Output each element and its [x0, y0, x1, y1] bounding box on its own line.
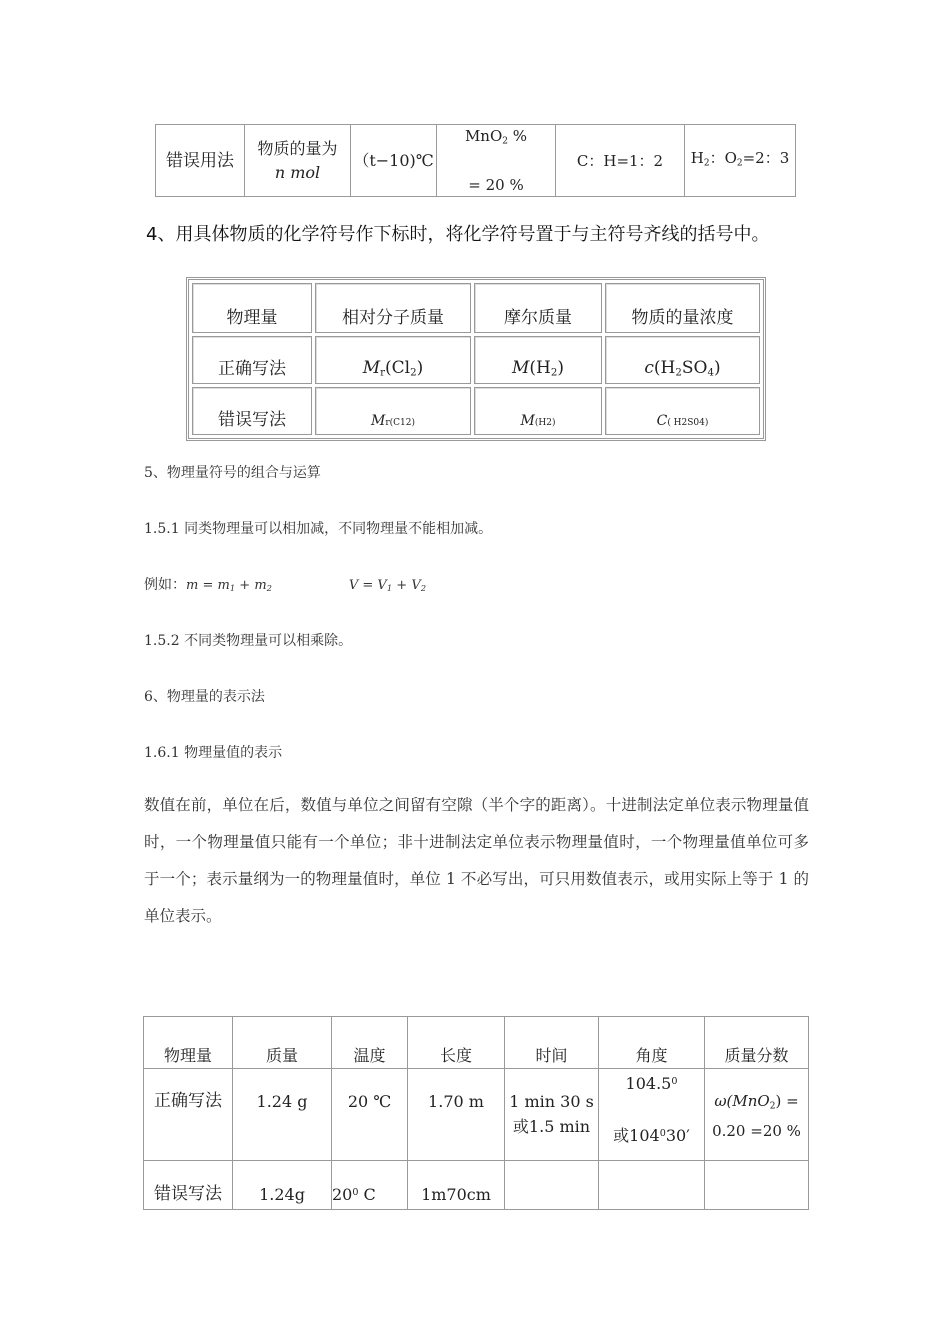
- row-label: 错误写法: [144, 1161, 233, 1210]
- subscript: r: [380, 368, 386, 379]
- cell-text: ): [557, 358, 564, 379]
- table-cell: （t−10)℃: [351, 125, 437, 197]
- superscript: 0: [659, 1127, 666, 1139]
- symbol: c: [644, 358, 654, 379]
- cell-text: ：O: [709, 149, 737, 167]
- table-cell: 1m70cm: [408, 1161, 505, 1210]
- table-cell: [437, 125, 556, 197]
- subscript: 1: [386, 583, 393, 594]
- column-header: 物质的量浓度: [605, 283, 760, 333]
- row-label: 错误用法: [156, 125, 245, 197]
- example-line: [144, 574, 544, 594]
- column-header: 角度: [599, 1017, 705, 1069]
- cell-text: 30′: [665, 1125, 690, 1145]
- table-cell: [605, 336, 760, 384]
- equation: m = m: [186, 578, 230, 593]
- symbol: M: [370, 413, 386, 429]
- table-cell: [685, 125, 796, 197]
- table-value-notation: [143, 1016, 809, 1210]
- column-header: 质量分数: [705, 1017, 809, 1069]
- equation: V = V: [348, 578, 387, 593]
- cell-text: 20: [332, 1185, 353, 1204]
- table-cell: [474, 336, 602, 384]
- rule-1-5-2: 1.5.2 不同类物理量可以相乘除。: [144, 633, 353, 649]
- table-cell: 20 ℃: [332, 1069, 408, 1161]
- column-header: 时间: [505, 1017, 599, 1069]
- table-row: [192, 336, 760, 384]
- cell-text: 104.5: [625, 1073, 672, 1093]
- table-row: [192, 387, 760, 435]
- table-cell: [332, 1161, 408, 1210]
- subscript: 2: [550, 368, 558, 379]
- subscript: ( H2S04): [667, 418, 709, 428]
- subscript: 2: [420, 583, 427, 594]
- table-cell: C：H=1：2: [556, 125, 685, 197]
- column-header: 摩尔质量: [474, 283, 602, 333]
- cell-text: %: [508, 127, 528, 145]
- table-cell: 1 min 30 s或1.5 min: [505, 1069, 599, 1161]
- table-row: [144, 1069, 809, 1161]
- table-cell: [705, 1069, 809, 1161]
- column-header: 物理量: [192, 283, 312, 333]
- table-cell: [605, 387, 760, 435]
- cell-text: ) =: [775, 1092, 799, 1110]
- cell-text: ω(MnO: [714, 1092, 770, 1110]
- symbol: M: [511, 358, 530, 379]
- cell-text: 物质的量为: [257, 138, 338, 158]
- cell-text: 0.20 =20 %: [712, 1122, 801, 1141]
- cell-text: ): [713, 358, 721, 379]
- table-header-row: [192, 283, 760, 333]
- table-cell: [599, 1069, 705, 1161]
- table-cell: [474, 387, 602, 435]
- subscript: 2: [410, 368, 417, 379]
- subscript: 1: [229, 583, 236, 594]
- superscript: 0: [352, 1187, 359, 1199]
- column-header: 相对分子质量: [315, 283, 471, 333]
- symbol: C: [656, 413, 668, 429]
- table-row: [156, 125, 796, 197]
- rule-1-5-1: 1.5.1 同类物理量可以相加减，不同物理量不能相加减。: [144, 521, 493, 537]
- cell-text: (Cl: [385, 358, 411, 379]
- equation: + m: [235, 578, 267, 593]
- cell-text: (H: [653, 358, 676, 379]
- table-cell: 1.70 m: [408, 1069, 505, 1161]
- section-heading-5: 5、物理量符号的组合与运算: [144, 465, 321, 481]
- column-header: 质量: [233, 1017, 332, 1069]
- subscript: 2: [675, 368, 682, 379]
- equation: + V: [392, 578, 421, 593]
- column-header: 温度: [332, 1017, 408, 1069]
- row-label: 正确写法: [192, 336, 312, 384]
- table-cell: 1.24g: [233, 1161, 332, 1210]
- section-heading-6: 6、物理量的表示法: [144, 689, 265, 705]
- subscript: 4: [707, 368, 714, 379]
- table-cell: [599, 1161, 705, 1210]
- table-subscript-examples: [186, 277, 766, 441]
- subscript: 2: [736, 158, 743, 169]
- symbol: M: [520, 413, 535, 429]
- section-heading-4: 4、用具体物质的化学符号作下标时，将化学符号置于与主符号齐线的括号中。: [146, 224, 770, 245]
- table-cell: [505, 1161, 599, 1210]
- body-paragraph: 数值在前，单位在后，数值与单位之间留有空隙（半个字的距离）。十进制法定单位表示物理量值时，一个物理量值只能有一个单位；非十进制法定单位表示物理量值时，一个物理量值单位可多于一个；表示量纲为一的物理量值时，单位 1 不必写出，可只用数值表示，或用实际上等于 1 的单位表示。: [144, 796, 809, 925]
- subsection-1-6-1: 1.6.1 物理量值的表示: [144, 745, 283, 761]
- row-label: 错误写法: [192, 387, 312, 435]
- column-header: 物理量: [144, 1017, 233, 1069]
- subscript: 2: [266, 583, 272, 594]
- subscript: 2: [502, 136, 509, 147]
- table-cell: [315, 336, 471, 384]
- row-label: 正确写法: [144, 1069, 233, 1161]
- column-header: 长度: [408, 1017, 505, 1069]
- cell-text: C: [358, 1185, 376, 1204]
- example-label: 例如：: [144, 577, 186, 593]
- table-cell: [705, 1161, 809, 1210]
- cell-text: (H: [529, 358, 551, 379]
- cell-text: =2：3: [742, 149, 790, 167]
- cell-text: MnO: [464, 127, 503, 145]
- cell-text: 或104: [613, 1125, 660, 1145]
- table-cell: 1.24 g: [233, 1069, 332, 1161]
- table-cell: [315, 387, 471, 435]
- symbol: M: [362, 358, 381, 379]
- cell-text: H: [690, 149, 704, 167]
- table-wrong-usage: [155, 124, 796, 197]
- subscript: 2: [769, 1101, 776, 1112]
- subscript: r(C12): [385, 418, 415, 428]
- table-cell: [245, 125, 351, 197]
- table-header-row: [144, 1017, 809, 1069]
- cell-text: n mol: [274, 162, 321, 182]
- superscript: 0: [671, 1076, 678, 1087]
- cell-text: ): [416, 358, 424, 379]
- subscript: (H2): [534, 418, 556, 428]
- subscript: 2: [703, 158, 710, 169]
- cell-text: = 20 %: [468, 176, 524, 195]
- table-row: [144, 1161, 809, 1210]
- cell-text: SO: [681, 358, 708, 379]
